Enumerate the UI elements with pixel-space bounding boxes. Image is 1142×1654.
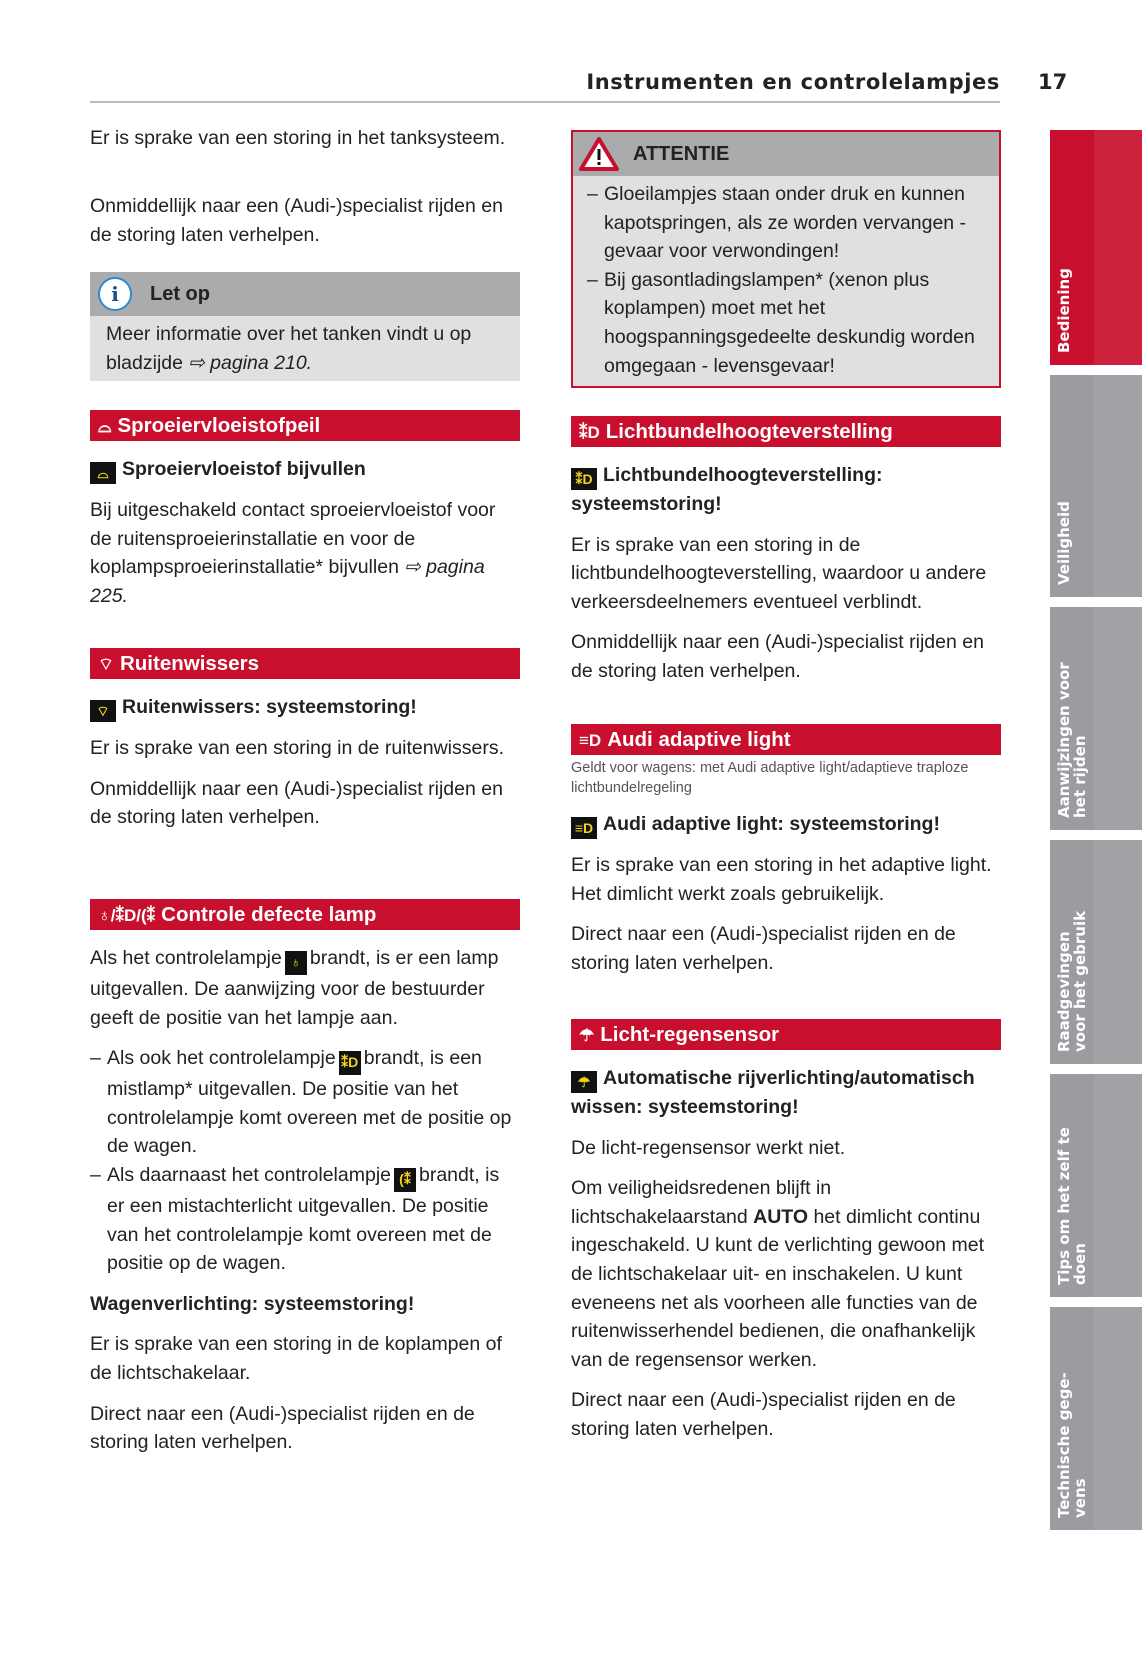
tab-veiligheid[interactable] (1050, 375, 1142, 597)
tab-label: Raadgevingen (1055, 931, 1073, 1052)
header-divider (90, 101, 1000, 103)
warning-title: ATTENTIE (633, 142, 730, 165)
tab-label: voor het gebruik (1071, 910, 1089, 1052)
text: Als het controlelampje (90, 947, 282, 969)
warning-triangle-icon (579, 137, 619, 171)
applicability-note: Geldt voor wagens: met Audi adaptive light/adaptieve traploze lichtbundelregeling (571, 760, 969, 796)
info-icon: i (98, 277, 132, 311)
headlight-range-warning-icon: ⁑D (571, 468, 597, 490)
tab-tips-om-het-zelf-te-doen[interactable] (1050, 1074, 1142, 1297)
info-title: Let op (150, 282, 210, 305)
headlight-range-icon: ⁑D (579, 423, 600, 442)
tab-label: het rijden (1071, 735, 1089, 818)
text: Bij uitgeschakeld contact sproeiervloeistof voor de ruitensproeierinstallatie en voor de koplampsproeierinstallatie* bijvullen (90, 499, 496, 579)
text: Onmiddellijk naar een (Audi-)specialist rijden en de storing laten verhelpen. (90, 777, 503, 829)
section-lichtbundelhoogteverstelling (571, 416, 1001, 686)
tab-label: Bediening (1055, 268, 1073, 353)
page-number: 17 (1038, 70, 1068, 94)
info-text: Meer informatie over het tanken vindt u op bladzijde (106, 323, 472, 374)
text: Om veiligheidsredenen blijft in lichtschakelaarstand (571, 1177, 832, 1228)
list-item: – Gloeilampjes staan onder druk en kunnen kapotspringen, als ze worden vervangen - gevaar voor verwondingen! (587, 180, 989, 266)
text: Onmiddellijk naar een (Audi-)specialist rijden en de storing laten verhelpen. (571, 631, 984, 682)
text: Er is sprake van een storing in de koplampen of de lichtschakelaar. (90, 1333, 502, 1384)
washer-fluid-warning-icon: ⌓ (90, 462, 116, 484)
tab-label: Tips om het zelf te (1055, 1127, 1073, 1285)
paragraph (90, 124, 520, 153)
text: Direct naar een (Audi-)specialist rijden en de storing laten verhelpen. (571, 923, 956, 974)
tab-bediening[interactable] (1050, 130, 1142, 365)
subheading: Automatische rijverlichting/automatisch wissen: systeemstoring! (571, 1067, 975, 1118)
text: Er is sprake van een storing in de lichtbundelhoogteverstelling, waardoor u andere verkeersdeelnemers eventueel verblindt. (571, 533, 987, 613)
text: Direct naar een (Audi-)specialist rijden en de storing laten verhelpen. (571, 1389, 956, 1440)
list-item: – Bij gasontladingslampen* (xenon plus koplampen) moet met het hoogspanningsgedeelte deskundig worden omgegaan - levensgevaar! (587, 266, 989, 380)
subheading: Wagenverlichting: systeemstoring! (90, 1292, 415, 1315)
subheading: Audi adaptive light: systeemstoring! (603, 813, 940, 835)
text: brandt, is een mistlamp* uitgevallen. De positie van het controlelampje komt overeen met de positie op de wagen. (107, 1047, 512, 1158)
section-title: Controle defecte lamp (161, 903, 377, 926)
tab-label: Aanwijzingen voor (1055, 662, 1073, 818)
auto-keyword: AUTO (753, 1205, 809, 1228)
section-title: Lichtbundelhoogteverstelling (605, 420, 893, 443)
section-audi-adaptive-light (571, 724, 1001, 977)
section-title: Licht-regensensor (600, 1023, 780, 1046)
washer-fluid-icon: ⌓ (98, 417, 112, 436)
text: brandt, is er een lamp uitgevallen. De aanwijzing voor de bestuurder geeft de positie van het lampje aan. (90, 947, 499, 1029)
section-ruitenwissers (90, 648, 520, 832)
section-controle-defecte-lamp (90, 899, 520, 1457)
text: Er is sprake van een storing in de ruitenwissers. (90, 737, 505, 759)
adaptive-light-warning-icon: ≡D (571, 817, 597, 839)
light-rain-sensor-icon: ☂ (579, 1026, 595, 1045)
bulb-failure-icons: ♁/⁑D/(⁑ (98, 906, 156, 925)
bulb-failure-lamp-icon: ♁ (285, 951, 307, 975)
text: Er is sprake van een storing in het tanksysteem. (90, 127, 506, 149)
fog-lamp-icon: ⁑D (339, 1051, 361, 1075)
page-reference-link[interactable]: ⇨ pagina 225. (90, 556, 485, 607)
rear-fog-lamp-icon: (⁑ (394, 1168, 416, 1192)
tab-technische-gegevens[interactable] (1050, 1307, 1142, 1530)
light-rain-sensor-warning-icon: ☂ (571, 1071, 597, 1093)
info-box (90, 272, 520, 381)
wiper-warning-icon: ⌔ (90, 700, 116, 722)
warning-box (571, 130, 1001, 388)
section-sproeiervloeistofpeil (90, 410, 520, 610)
tab-label: Veiligheid (1055, 501, 1073, 585)
tab-label: vens (1071, 1478, 1089, 1518)
paragraph (90, 192, 520, 249)
adaptive-light-icon: ≡D (579, 731, 602, 750)
list-item (90, 1044, 520, 1161)
section-title: Sproeiervloeistofpeil (117, 414, 321, 437)
text: Onmiddellijk naar een (Audi-)specialist rijden en de storing laten verhelpen. (90, 195, 503, 246)
section-title: Ruitenwissers (119, 652, 259, 675)
section-title: Audi adaptive light (607, 728, 791, 751)
subheading: Sproeiervloeistof bijvullen (122, 458, 366, 480)
text: het dimlicht continu ingeschakeld. U kunt de verlichting gewoon met de lichtschakelaar uit- en inschakelen. U kunt eveneens net als voorheen alle functies van de ruitenwisserhendel bedienen, die onafhankelijk van de regensensor werken. (571, 1205, 984, 1371)
text: brandt, is er een mistachterlicht uitgevallen. De positie van het controlelampje komt overeen met de positie op de wagen. (107, 1163, 500, 1275)
text: Als ook het controlelampje (107, 1047, 336, 1070)
tab-label: doen (1071, 1243, 1089, 1285)
text: Er is sprake van een storing in het adaptive light. Het dimlicht werkt zoals gebruikelijk. (571, 854, 992, 905)
wiper-icon: ⌔ (98, 655, 114, 674)
subheading: Lichtbundelhoogteverstelling: systeemstoring! (571, 464, 883, 515)
tab-aanwijzingen-voor-het-rijden[interactable] (1050, 607, 1142, 830)
list-item (90, 1161, 520, 1278)
page-reference-link[interactable]: ⇨ pagina 210. (188, 351, 313, 374)
text: De licht-regensensor werkt niet. (571, 1136, 846, 1159)
section-licht-regensensor (571, 1019, 1001, 1444)
text: Als daarnaast het controlelampje (107, 1163, 391, 1186)
subheading: Ruitenwissers: systeemstoring! (122, 696, 417, 718)
running-header: Instrumenten en controlelampjes (586, 70, 1000, 94)
bullet-list (90, 1044, 520, 1278)
text: Direct naar een (Audi-)specialist rijden en de storing laten verhelpen. (90, 1402, 475, 1454)
tab-label: Technische gege- (1055, 1372, 1073, 1518)
tab-raadgevingen-voor-het-gebruik[interactable] (1050, 840, 1142, 1064)
